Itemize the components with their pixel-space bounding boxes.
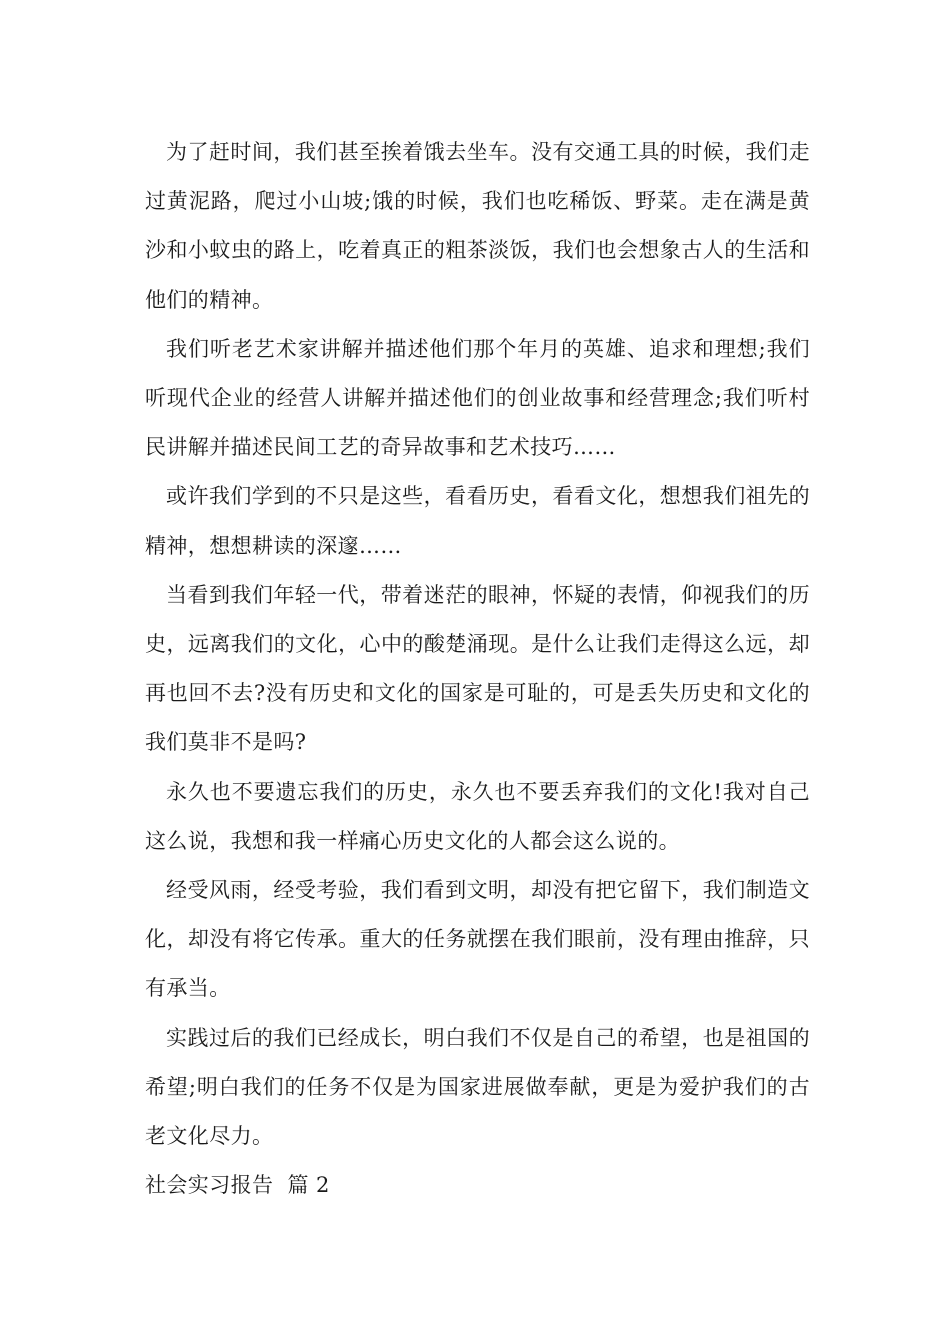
paragraph-1: 为了赶时间，我们甚至挨着饿去坐车。没有交通工具的时候，我们走过黄泥路，爬过小山坡;饿的时候，我们也吃稀饭、野菜。走在满是黄沙和小蚊虫的路上，吃着真正的粗茶淡饭，我们也会想象古人的生活和他们的精神。 xyxy=(145,140,810,312)
paragraph-7: 实践过后的我们已经成长，明白我们不仅是自己的希望，也是祖国的希望;明白我们的任务不仅是为国家进展做奉献，更是为爱护我们的古老文化尽力。 xyxy=(145,1025,810,1149)
paragraph-2: 我们听老艺术家讲解并描述他们那个年月的英雄、追求和理想;我们听现代企业的经营人讲解并描述他们的创业故事和经营理念;我们听村民讲解并描述民间工艺的奇异故事和艺术技巧…… xyxy=(145,336,810,460)
section-heading: 社会实习报告 篇 2 xyxy=(145,1173,330,1198)
paragraph-5: 永久也不要遗忘我们的历史，永久也不要丢弃我们的文化!我对自己这么说，我想和我一样痛心历史文化的人都会这么说的。 xyxy=(145,779,810,853)
paragraph-4: 当看到我们年轻一代，带着迷茫的眼神，怀疑的表情，仰视我们的历史，远离我们的文化，心中的酸楚涌现。是什么让我们走得这么远，却再也回不去?没有历史和文化的国家是可耻的，可是丢失历史和文化的我们莫非不是吗? xyxy=(145,582,810,755)
paragraph-6: 经受风雨，经受考验，我们看到文明，却没有把它留下，我们制造文化，却没有将它传承。重大的任务就摆在我们眼前，没有理由推辞，只有承当。 xyxy=(145,878,810,1001)
document-body xyxy=(145,128,810,1210)
paragraph-3: 或许我们学到的不只是这些，看看历史，看看文化，想想我们祖先的精神，想想耕读的深邃…… xyxy=(145,484,810,558)
